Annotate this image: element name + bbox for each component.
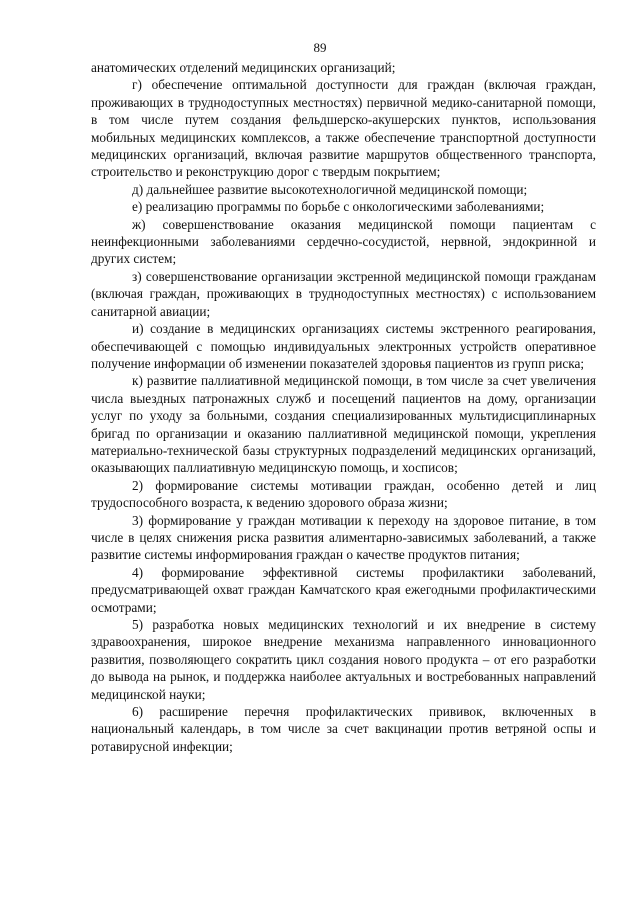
paragraph-item-4: 4) формирование эффективной системы профилактики заболеваний, предусматривающей охват граждан Камчатского края ежегодными профилактическими осмотрами; — [91, 564, 596, 615]
paragraph-item-d: д) дальнейшее развитие высокотехнологичной медицинской помощи; — [132, 181, 528, 197]
paragraph-item-k: к) развитие паллиативной медицинской помощи, в том числе за счет увеличения числа выездных патронажных служб и посещений пациентов на дому, организации услуг по уходу за больными, создания специализированных мультидисциплинарных бригад по организации и оказанию паллиативной медицинской помощи, укрепления материально-технической базы структурных подразделений медицинских организаций, оказывающих паллиативную медицинскую помощь, и хосписов; — [91, 373, 596, 476]
paragraph-item-z: з) совершенствование организации экстренной медицинской помощи гражданам (включая граждан, проживающих в труднодоступных местностях) с использованием санитарной авиации; — [91, 268, 596, 319]
paragraph-item-6: 6) расширение перечня профилактических прививок, включенных в национальный календарь, в том числе за счет вакцинации против ветряной оспы и ротавирусной инфекции; — [91, 704, 596, 754]
paragraph-item-5: 5) разработка новых медицинских технологий и их внедрение в систему здравоохранения, широкое внедрение механизма направленного инновационного развития, позволяющего сократить цикл создания нового продукта – от его разработки до вывода на рынок, и поддержка наиболее актуальных и востребованных направлений медицинской науки; — [91, 617, 596, 702]
document-body — [91, 59, 596, 755]
paragraph-item-2: 2) формирование системы мотивации граждан, особенно детей и лиц трудоспособного возраста, к ведению здорового образа жизни; — [91, 477, 596, 511]
paragraph-continuation: анатомических отделений медицинских организаций; — [91, 60, 396, 75]
page-number: 89 — [313, 40, 327, 55]
paragraph-item-i: и) создание в медицинских организациях системы экстренного реагирования, обеспечивающей с помощью индивидуальных электронных устройств оперативное получение информации об изменении показателей здоровья пациентов из групп риска; — [91, 321, 596, 371]
paragraph-item-3: 3) формирование у граждан мотивации к переходу на здоровое питание, в том числе в целях снижения риска развития алиментарно-зависимых заболеваний, а также развитие системы информирования граждан о качестве продуктов питания; — [91, 512, 596, 563]
paragraph-item-e: е) реализацию программы по борьбе с онкологическими заболеваниями; — [132, 199, 545, 215]
paragraph-item-zh: ж) совершенствование оказания медицинской помощи пациентам с неинфекционными заболеваниями сердечно-сосудистой, нервной, эндокринной и других систем; — [91, 216, 596, 267]
paragraph-item-g: г) обеспечение оптимальной доступности для граждан (включая граждан, проживающих в труднодоступных местностях) первичной медико-санитарной помощи, в том числе путем создания фельдшерско-акушерских пунктов, использования мобильных медицинских комплексов, а также обеспечение транспортной доступности медицинских организаций, включая развитие маршрутов общественного транспорта, строительство и реконструкцию дорог с твердым покрытием; — [91, 77, 596, 180]
